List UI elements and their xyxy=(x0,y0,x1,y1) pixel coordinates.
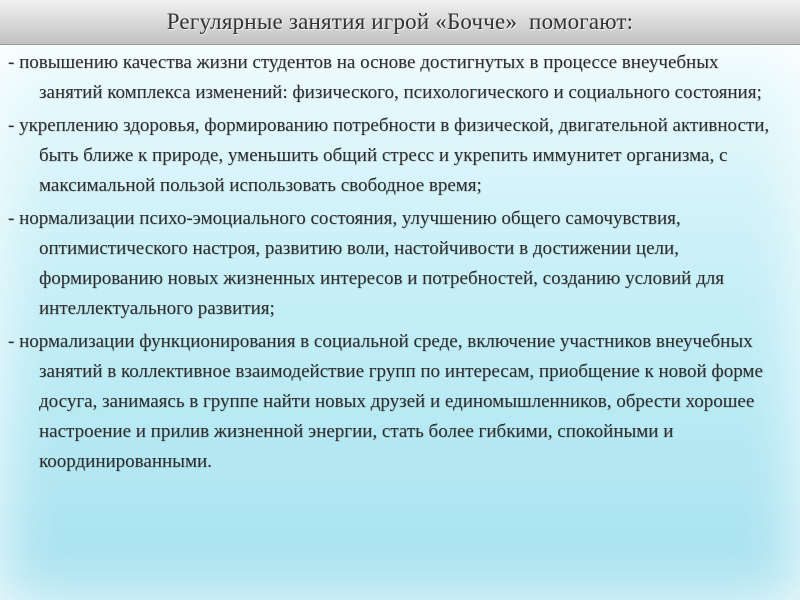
bullet-paragraph-1: - повышению качества жизни студентов на основе достигнутых в процессе внеучебных занятий комплекса изменений: физического, психологического и социального состояния; xyxy=(8,52,762,103)
bullet-paragraph-2: - укреплению здоровья, формированию потребности в физической, двигательной активности, быть ближе к природе, уменьшить общий стресс и укрепить иммунитет организма, с максимальной пользой использовать свободное время; xyxy=(8,115,770,196)
bullet-paragraph-3: - нормализации психо-эмоциального состояния, улучшению общего самочувствия, оптимистического настроя, развитию воли, настойчивости в достижении цели, формированию новых жизненных интересов и потребностей, созданию условий для интеллектуального развития; xyxy=(8,208,724,319)
slide-header xyxy=(0,0,800,45)
slide-content xyxy=(0,45,800,600)
slide-title: Регулярные занятия игрой «Бочче» помогают: xyxy=(166,9,634,34)
bullet-paragraph-4: - нормализации функционирования в социальной среде, включение участников внеучебных занятий в коллективное взаимодействие групп по интересам, приобщение к новой форме досуга, занимаясь в группе найти новых друзей и единомышленников, обрести хорошее настроение и прилив жизненной энергии, стать более гибкими, спокойными и координированными. xyxy=(8,331,763,472)
